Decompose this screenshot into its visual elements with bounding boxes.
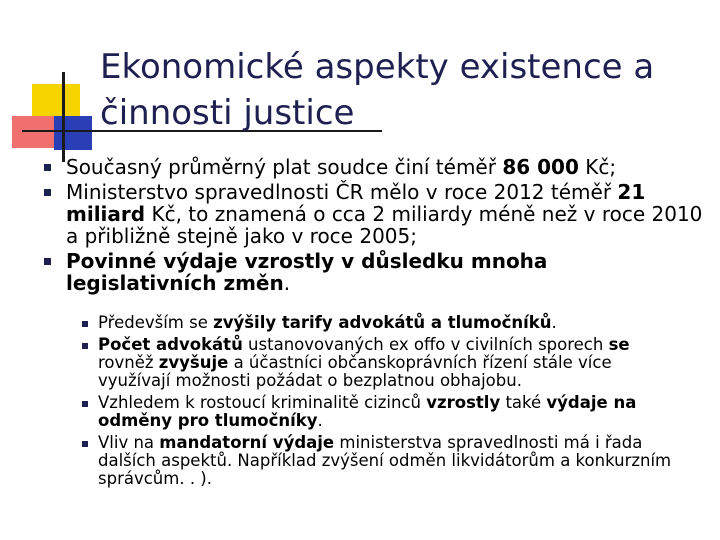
decor-red-block	[12, 116, 58, 148]
bullet-square-icon	[44, 189, 51, 196]
sub-bullet-item	[82, 434, 682, 488]
decor-vertical-line	[62, 72, 65, 162]
sub-bullet-item	[82, 314, 682, 332]
sub-bullet-text-bold: mandatorní výdaje	[159, 433, 335, 452]
sub-bullet-text: Vliv na	[98, 433, 160, 452]
sub-bullet-text: Vzhledem k rostoucí kriminalitě cizinců	[98, 393, 427, 412]
sub-bullet-text: ministerstva spravedlnosti má i řada dalších aspektů. Například zvýšení odměn likvidátorům a konkurzním správcům. . ).	[98, 433, 672, 488]
bullet-text: Kč, to znamená o cca 2 miliardy méně než v roce 2010 a přibližně stejně jako v roce 2005;	[66, 202, 703, 248]
bullet-text-bold: 86 000	[502, 155, 579, 179]
sub-bullet-item	[82, 336, 682, 390]
bullet-square-icon	[82, 441, 88, 447]
bullet-text-bold: 21 miliard	[66, 180, 646, 226]
sub-bullet-text: .	[551, 313, 557, 332]
sub-bullet-text-bold: výdaje na odměny pro tlumočníky	[98, 393, 637, 430]
sub-bullet-text-bold: vzrostly	[426, 393, 501, 412]
bullet-text: Kč;	[578, 155, 617, 179]
bullet-square-icon	[82, 401, 88, 407]
sub-bullet-text: a účastníci občanskoprávních řízení stále více využívají možnosti požádat o bezplatnou obhajobu.	[98, 353, 612, 390]
bullet-text: .	[283, 271, 291, 295]
bullet-square-icon	[82, 343, 88, 349]
sub-bullet-text-bold: se	[608, 335, 630, 354]
sub-bullet-text: Především se	[98, 313, 214, 332]
sub-bullet-text: také	[500, 393, 547, 412]
bullet-list	[44, 156, 704, 297]
sub-bullet-text-bold: zvyšuje	[158, 353, 229, 372]
slide-title: Ekonomické aspekty existence a činnosti justice	[100, 47, 655, 133]
bullet-text: Ministerstvo spravedlnosti ČR mělo v roce 2012 téměř	[66, 180, 618, 204]
bullet-square-icon	[82, 321, 88, 327]
bullet-item	[44, 250, 704, 294]
sub-bullet-text-bold: zvýšily tarify advokátů a tlumočníků	[213, 313, 552, 332]
sub-bullet-text-bold: Počet advokátů	[98, 335, 243, 354]
bullet-square-icon	[44, 164, 51, 171]
sub-bullet-text: .	[317, 411, 323, 430]
bullet-text: Současný průměrný plat soudce činí téměř	[66, 155, 503, 179]
sub-bullet-list	[82, 314, 682, 492]
bullet-text-bold: Povinné výdaje vzrostly v důsledku mnoha legislativních změn	[66, 249, 548, 295]
sub-bullet-text: rovněž	[98, 353, 159, 372]
bullet-square-icon	[44, 258, 51, 265]
decor-blue-square	[54, 116, 92, 150]
sub-bullet-text: ustanovovaných ex offo v civilních sporech	[242, 335, 609, 354]
sub-bullet-item	[82, 394, 682, 430]
bullet-item	[44, 181, 704, 247]
bullet-item	[44, 156, 704, 178]
